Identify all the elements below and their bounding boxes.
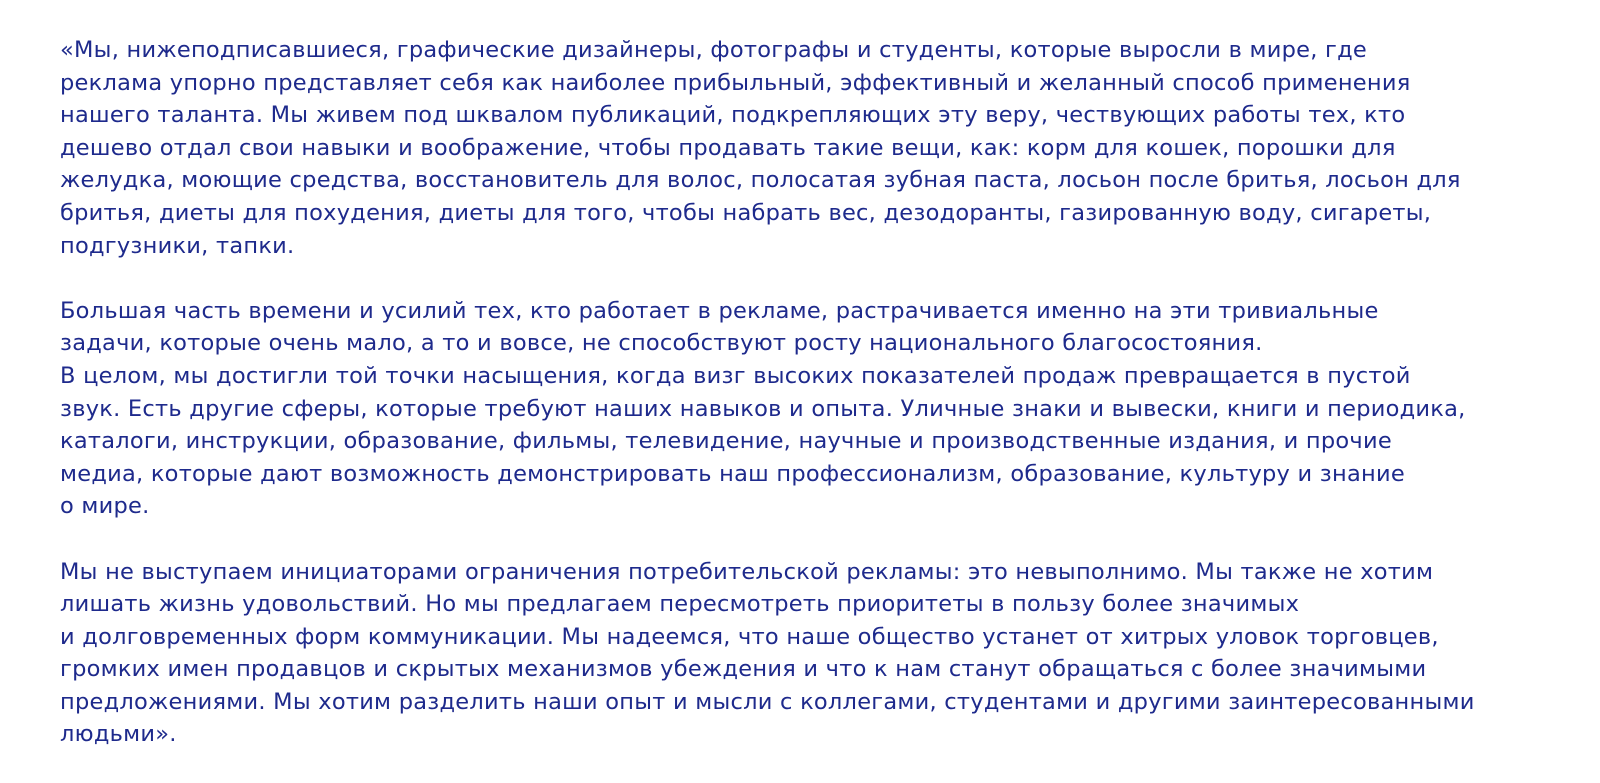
text-line: подгузники, тапки. <box>60 232 295 259</box>
text-line: «Мы, нижеподписавшиеся, графические дизайнеры, фотографы и студенты, которые выросли в мире, где <box>60 37 1367 63</box>
text-line: реклама упорно представляет себя как наиболее прибыльный, эффективный и желанный способ применения <box>60 69 1411 96</box>
paragraph-3 <box>60 556 1560 752</box>
text-line: Мы не выступаем инициаторами ограничения потребительской рекламы: это невыполнимо. Мы также не хотим <box>60 558 1434 585</box>
text-line: В целом, мы достигли той точки насыщения, когда визг высоких показателей продаж превращается в пустой <box>60 362 1411 389</box>
text-line: звук. Есть другие сферы, которые требуют наших навыков и опыта. Уличные знаки и вывески, книги и периодика, <box>60 395 1466 422</box>
text-line: медиа, которые дают возможность демонстрировать наш профессионализм, образование, культуру и знание <box>60 460 1405 487</box>
paragraph-1 <box>60 34 1560 262</box>
text-line: каталоги, инструкции, образование, фильмы, телевидение, научные и производственные издания, и прочие <box>60 428 1392 455</box>
text-line: предложениями. Мы хотим разделить наши опыт и мысли с коллегами, студентами и другими заинтересованными <box>60 688 1475 715</box>
text-line: задачи, которые очень мало, а то и вовсе, не способствуют росту национального благосостояния. <box>60 330 1263 357</box>
text-line: нашего таланта. Мы живем под шквалом публикаций, подкрепляющих эту веру, чествующих работы тех, кто <box>60 102 1406 129</box>
text-line: дешево отдал свои навыки и воображение, чтобы продавать такие вещи, как: корм для кошек, порошки для <box>60 134 1396 161</box>
text-line: людьми». <box>60 721 177 748</box>
text-line: Большая часть времени и усилий тех, кто работает в рекламе, растрачивается именно на эти тривиальные <box>60 297 1379 324</box>
text-line: лишать жизнь удовольствий. Но мы предлагаем пересмотреть приоритеты в пользу более значимых <box>60 591 1300 618</box>
text-line: бритья, диеты для похудения, диеты для того, чтобы набрать вес, дезодоранты, газированную воду, сигареты, <box>60 199 1432 226</box>
paragraph-2 <box>60 295 1560 523</box>
text-line: о мире. <box>60 493 150 520</box>
text-line: и долговременных форм коммуникации. Мы надеемся, что наше общество устанет от хитрых уловок торговцев, <box>60 623 1439 650</box>
text-line: желудка, моющие средства, восстановитель для волос, полосатая зубная паста, лосьон после бритья, лосьон для <box>60 167 1461 194</box>
text-line: громких имен продавцов и скрытых механизмов убеждения и что к нам станут обращаться с более значимыми <box>60 656 1427 683</box>
